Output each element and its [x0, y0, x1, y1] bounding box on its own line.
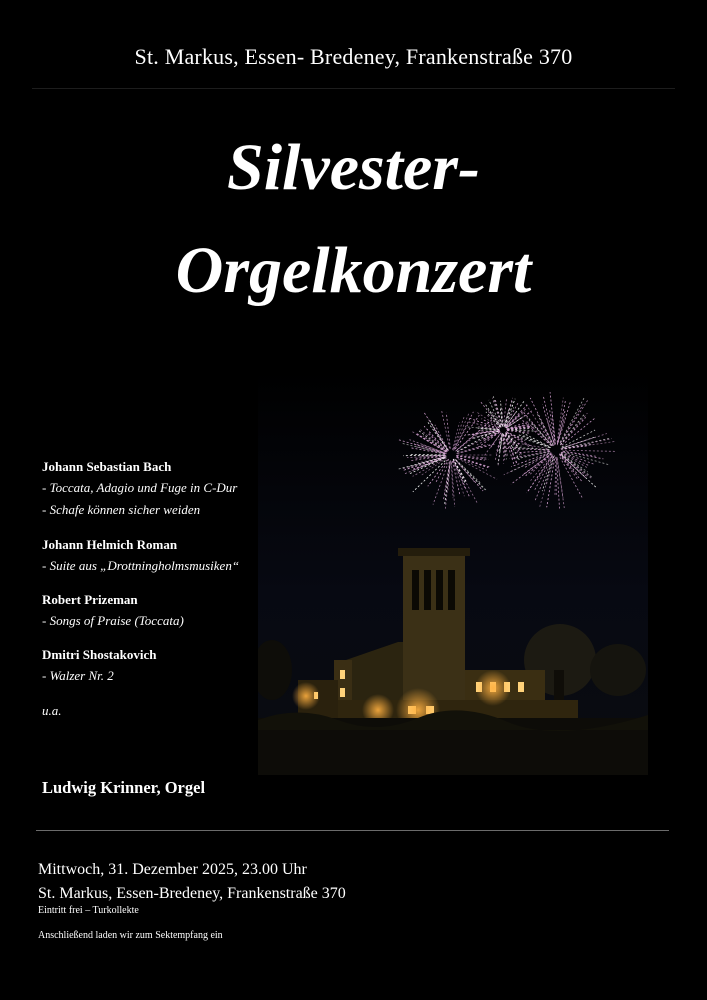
footer-divider [36, 830, 669, 831]
concert-date: Mittwoch, 31. Dezember 2025, 23.00 Uhr [38, 861, 307, 878]
program-item [42, 647, 302, 687]
program-item [42, 592, 302, 632]
program-list [42, 459, 302, 719]
church-fireworks-photo [258, 370, 648, 775]
piece-title: - Toccata, Adagio und Fuge in C-Dur [42, 480, 238, 495]
piece-title: - Songs of Praise (Toccata) [42, 613, 184, 628]
piece-title: - Suite aus „Drottningholmsmusiken“ [42, 558, 240, 573]
composer-name: Johann Helmich Roman [42, 537, 178, 552]
composer-name: Robert Prizeman [42, 592, 138, 607]
composer-name: Johann Sebastian Bach [42, 459, 172, 474]
admission-note: Eintritt frei – Turkollekte [38, 905, 139, 916]
header-location: St. Markus, Essen- Bredeney, Frankenstraße 370 [134, 44, 573, 69]
program-item [42, 459, 302, 521]
title-line-1: Silvester- [227, 131, 480, 204]
composer-name: Dmitri Shostakovich [42, 647, 157, 662]
program-item [42, 537, 302, 577]
piece-title: - Walzer Nr. 2 [42, 668, 114, 683]
concert-venue: St. Markus, Essen-Bredeney, Frankenstraße 370 [38, 885, 346, 902]
piece-title: - Schafe können sicher weiden [42, 502, 201, 517]
title-line-2: Orgelkonzert [175, 234, 532, 307]
program-more: u.a. [42, 703, 62, 718]
performer: Ludwig Krinner, Orgel [42, 778, 206, 797]
footer-info [38, 860, 346, 942]
header-divider [32, 88, 675, 89]
reception-note: Anschließend laden wir zum Sektempfang ein [38, 930, 223, 941]
